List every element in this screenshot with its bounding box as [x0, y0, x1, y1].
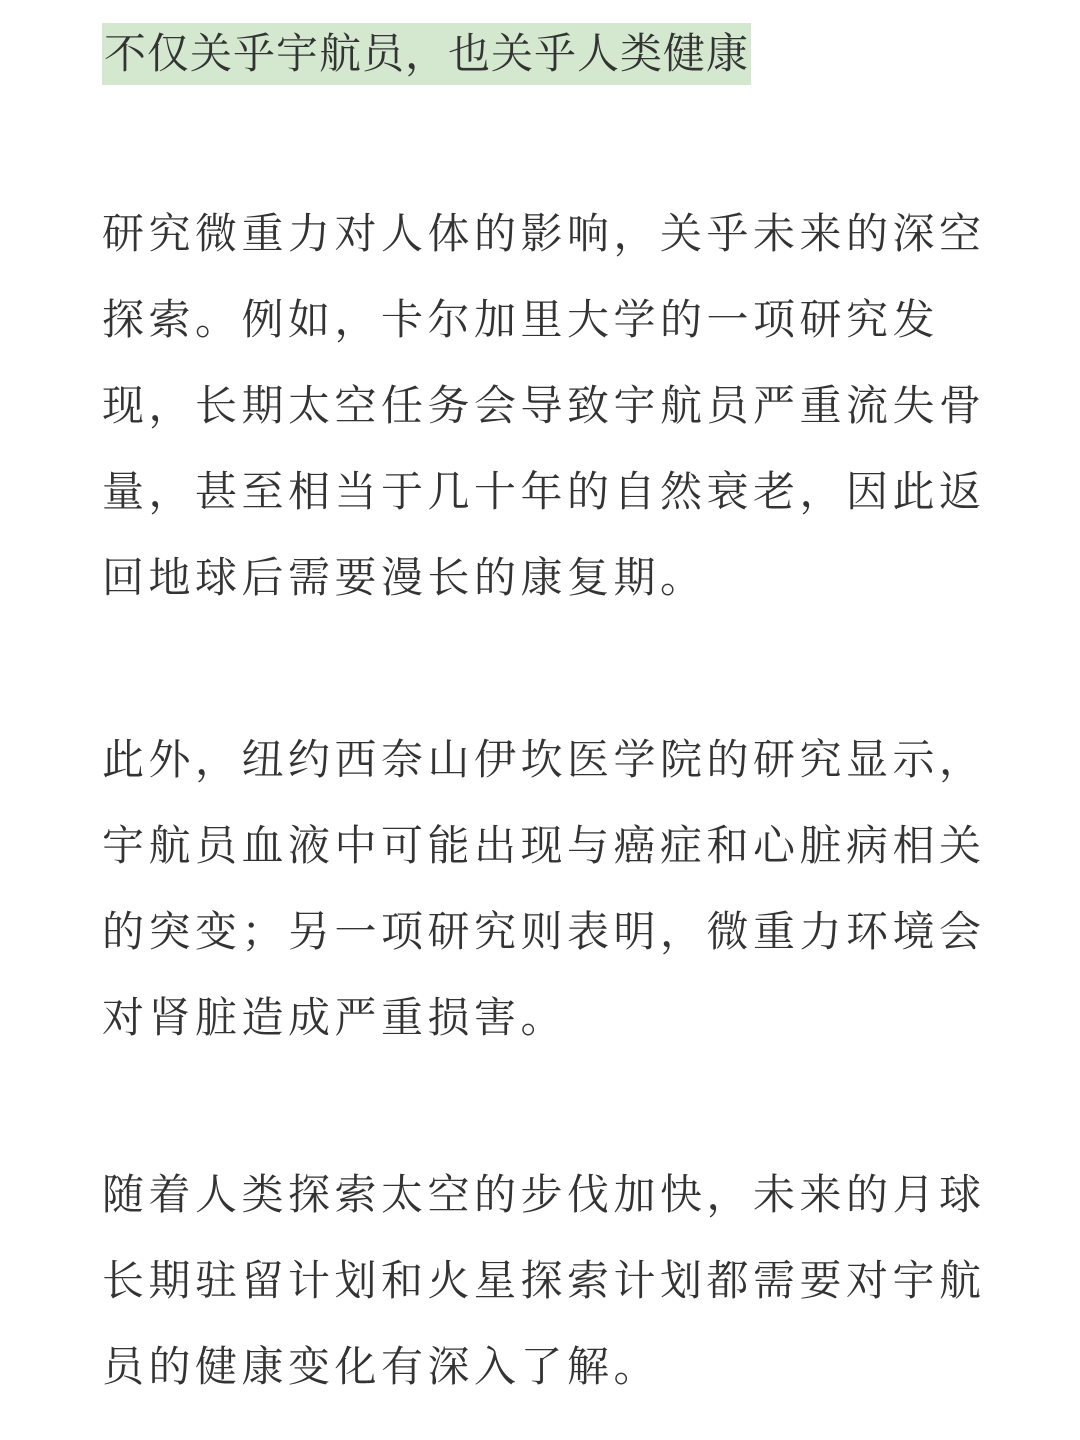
article-paragraph-2	[102, 717, 986, 1061]
paragraph-line: 探索。例如，卡尔加里大学的一项研究发	[102, 295, 940, 344]
paragraph-line: 宇航员血液中可能出现与癌症和心脏病相关	[102, 821, 986, 870]
paragraph-line: 回地球后需要漫长的康复期。	[102, 553, 707, 602]
paragraph-line: 随着人类探索太空的步伐加快，未来的月球	[102, 1170, 986, 1219]
paragraph-line: 量，甚至相当于几十年的自然衰老，因此返	[102, 467, 986, 516]
paragraph-line: 此外，纽约西奈山伊坎医学院的研究显示，	[102, 735, 986, 784]
section-heading: 不仅关乎宇航员，也关乎人类健康	[102, 23, 751, 85]
paragraph-line: 对肾脏造成严重损害。	[102, 993, 568, 1042]
article-paragraph-3	[102, 1152, 986, 1410]
paragraph-line: 研究微重力对人体的影响，关乎未来的深空	[102, 209, 986, 258]
paragraph-line: 员的健康变化有深入了解。	[102, 1342, 661, 1391]
paragraph-line: 的突变；另一项研究则表明，微重力环境会	[102, 907, 986, 956]
article-paragraph-1	[102, 191, 986, 621]
paragraph-line: 现，长期太空任务会导致宇航员严重流失骨	[102, 381, 986, 430]
paragraph-line: 长期驻留计划和火星探索计划都需要对宇航	[102, 1256, 986, 1305]
